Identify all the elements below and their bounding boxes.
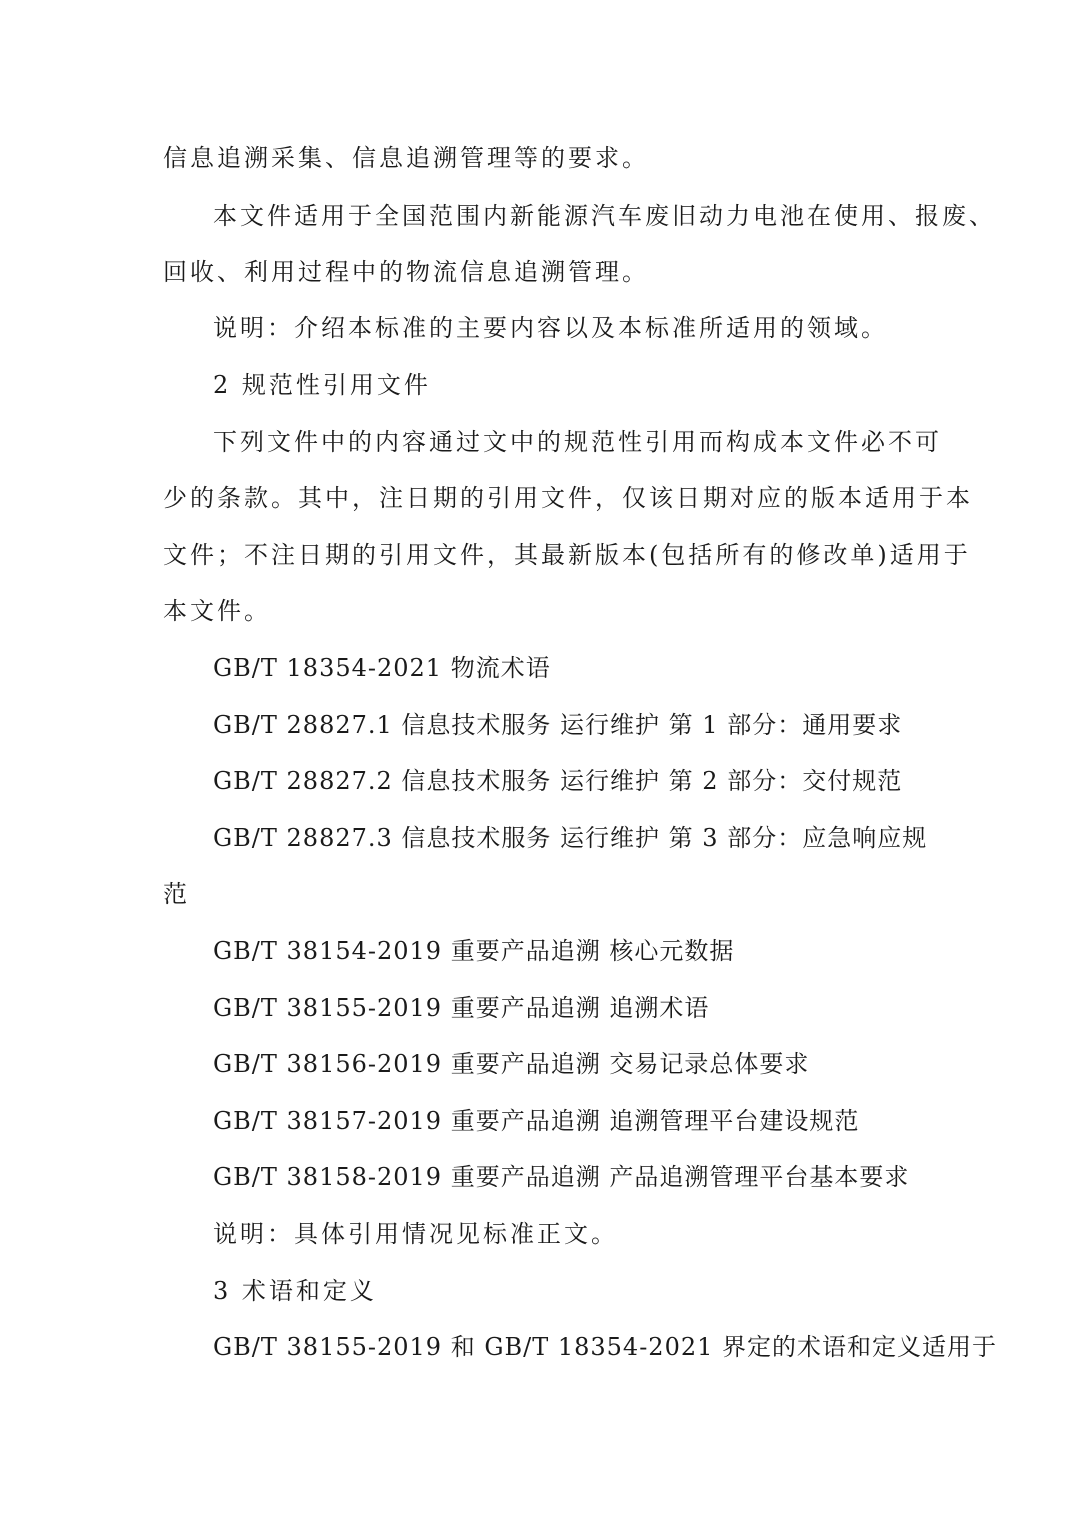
reference-line: GB/T 38155-2019 重要产品追溯 追溯术语 [213,994,710,1022]
reference-line: GB/T 18354-2021 物流术语 [213,654,551,682]
reference-line: GB/T 38157-2019 重要产品追溯 追溯管理平台建设规范 [213,1107,860,1135]
reference-line: GB/T 38156-2019 重要产品追溯 交易记录总体要求 [213,1050,810,1078]
paragraph-line: 本文件适用于全国范围内新能源汽车废旧动力电池在使用、报废、 [213,202,996,230]
paragraph-line: 少的条款。其中，注日期的引用文件，仅该日期对应的版本适用于本 [163,484,973,512]
note-line: 说明：介绍本标准的主要内容以及本标准所适用的领域。 [213,314,888,342]
paragraph-line: 下列文件中的内容通过文中的规范性引用而构成本文件必不可 [213,428,942,456]
reference-line: GB/T 28827.1 信息技术服务 运行维护 第 1 部分：通用要求 [213,711,903,739]
section-heading: 2 规范性引用文件 [213,371,431,399]
paragraph-line: 文件；不注日期的引用文件，其最新版本(包括所有的修改单)适用于 [163,541,971,569]
reference-line-continued: 范 [163,880,190,908]
paragraph-line: 本文件。 [163,597,271,625]
reference-line: GB/T 28827.3 信息技术服务 运行维护 第 3 部分：应急响应规 [213,824,928,852]
paragraph-line: GB/T 38155-2019 和 GB/T 18354-2021 界定的术语和定义适用于 [213,1333,998,1361]
note-line: 说明：具体引用情况见标准正文。 [213,1220,618,1248]
paragraph-line: 信息追溯采集、信息追溯管理等的要求。 [163,144,649,172]
paragraph-line: 回收、利用过程中的物流信息追溯管理。 [163,258,649,286]
reference-line: GB/T 38154-2019 重要产品追溯 核心元数据 [213,937,735,965]
section-heading: 3 术语和定义 [213,1277,377,1305]
reference-line: GB/T 28827.2 信息技术服务 运行维护 第 2 部分：交付规范 [213,767,903,795]
reference-line: GB/T 38158-2019 重要产品追溯 产品追溯管理平台基本要求 [213,1163,910,1191]
